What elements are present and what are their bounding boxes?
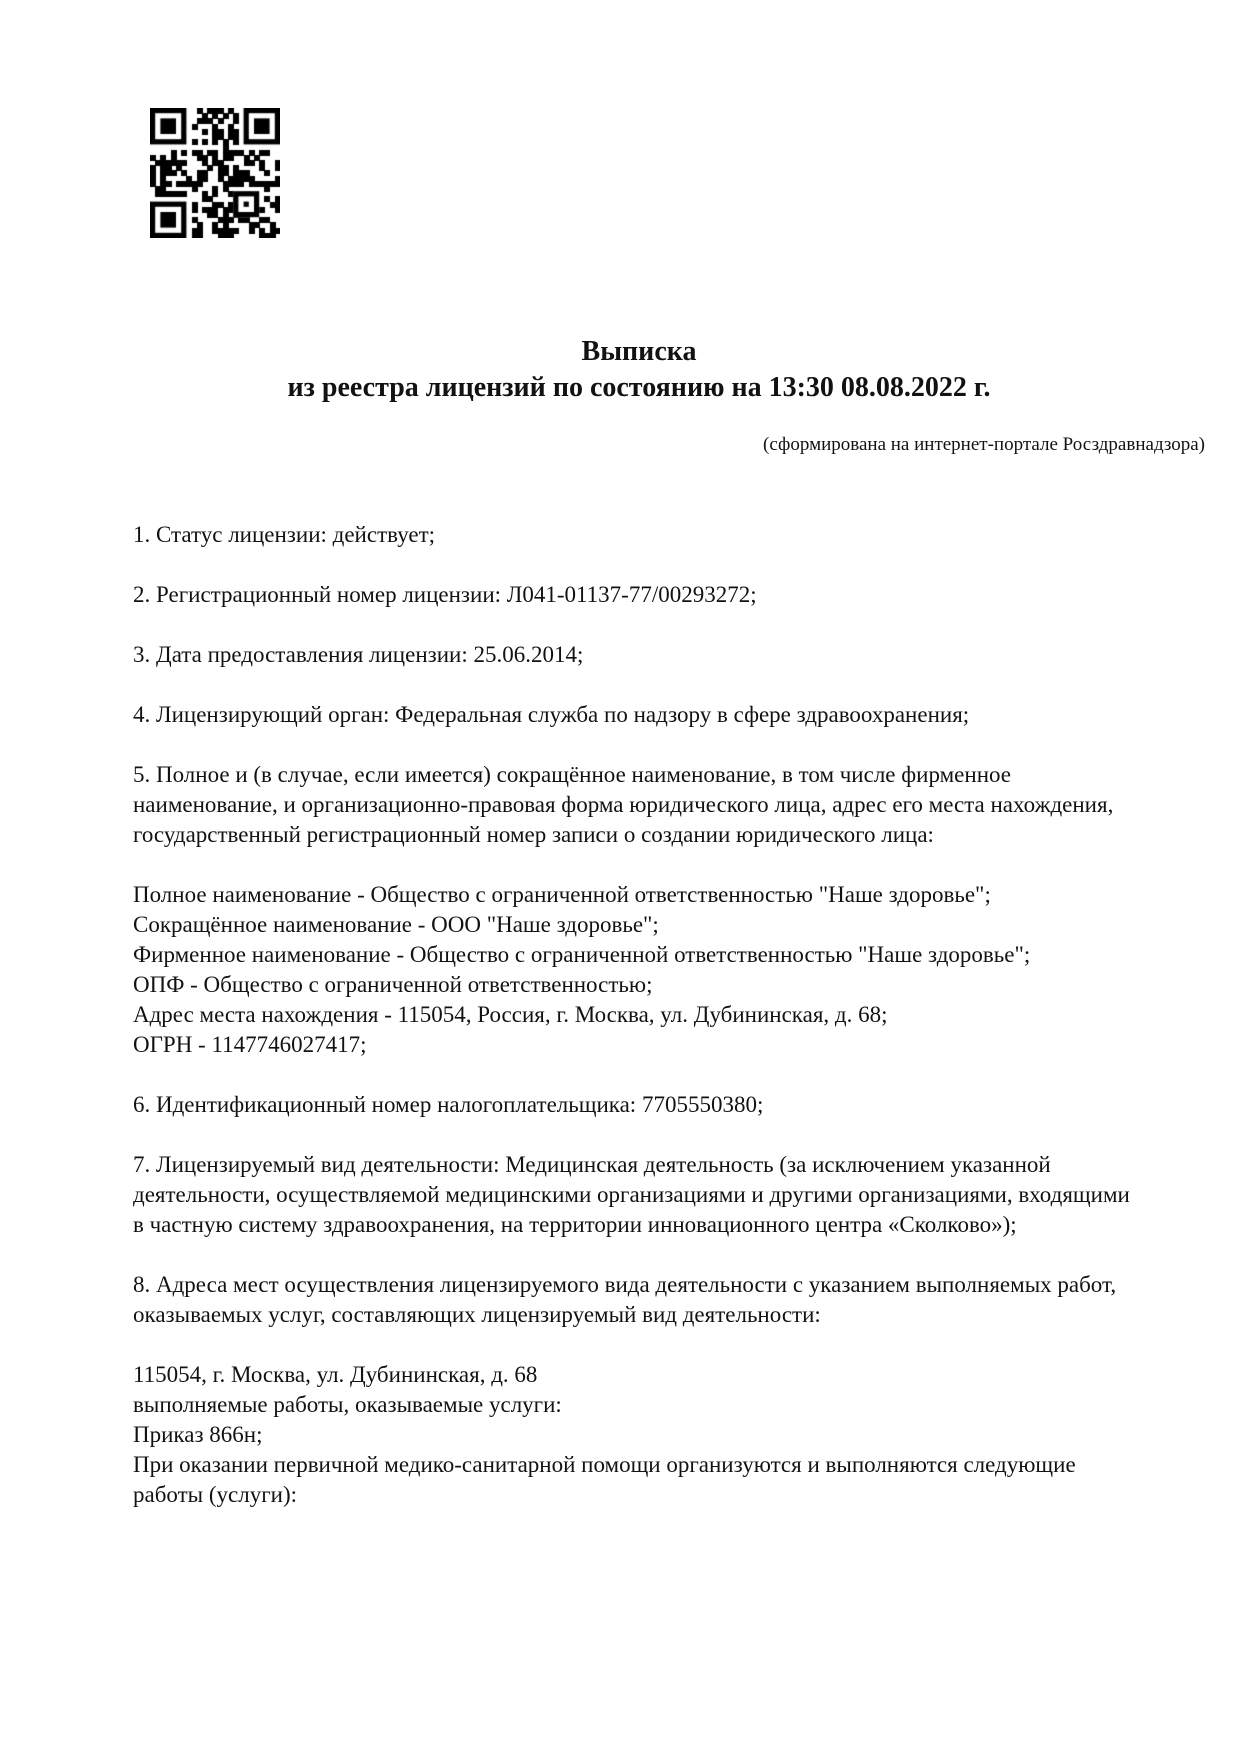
activity-address-block (133, 1360, 1145, 1510)
subtitle-note: (сформирована на интернет-портале Росздравнадзора) (763, 434, 1205, 455)
license-status-paragraph: 1. Статус лицензии: действует; (133, 522, 436, 547)
legal-address-line: Адрес места нахождения - 115054, Россия, г. Москва, ул. Дубининская, д. 68; (133, 1002, 888, 1027)
licensed-activity-paragraph: 7. Лицензируемый вид деятельности: Медицинская деятельность (за исключением указанной деятельности, осуществляемой медицинскими организациями и другими организациями, входящими в частную систему здравоохранения, на территории инновационного центра «Сколково»); (133, 1152, 1130, 1237)
legal-form-line: ОПФ - Общество с ограниченной ответственностью; (133, 972, 653, 997)
title-line-2: из реестра лицензий по состоянию на 13:30 08.08.2022 г. (287, 372, 991, 403)
activity-addresses-intro-paragraph: 8. Адреса мест осуществления лицензируемого вида деятельности с указанием выполняемых работ, оказываемых услуг, составляющих лицензируемый вид деятельности: (133, 1272, 1117, 1327)
primary-care-works-line: При оказании первичной медико-санитарной помощи организуются и выполняются следующие работы (услуги): (133, 1452, 1076, 1507)
licensing-authority-paragraph: 4. Лицензирующий орган: Федеральная служба по надзору в сфере здравоохранения; (133, 702, 970, 727)
registration-number-paragraph: 2. Регистрационный номер лицензии: Л041-01137-77/00293272; (133, 582, 757, 607)
taxpayer-id-paragraph: 6. Идентификационный номер налогоплательщика: 7705550380; (133, 1092, 764, 1117)
activity-address-line: 115054, г. Москва, ул. Дубининская, д. 68 (133, 1362, 538, 1387)
qr-code (150, 108, 280, 238)
short-name-line: Сокращённое наименование - ООО "Наше здоровье"; (133, 912, 659, 937)
document-title (133, 334, 1145, 406)
works-services-label-line: выполняемые работы, оказываемые услуги: (133, 1392, 562, 1417)
brand-name-line: Фирменное наименование - Общество с ограниченной ответственностью "Наше здоровье"; (133, 942, 1031, 967)
grant-date-paragraph: 3. Дата предоставления лицензии: 25.06.2014; (133, 642, 584, 667)
order-reference-line: Приказ 866н; (133, 1422, 263, 1447)
qr-code-image (150, 108, 280, 238)
full-name-line: Полное наименование - Общество с ограниченной ответственностью "Наше здоровье"; (133, 882, 991, 907)
organization-names-intro-paragraph: 5. Полное и (в случае, если имеется) сокращённое наименование, в том числе фирменное наименование, и организационно-правовая форма юридического лица, адрес его места нахождения, государственный регистрационный номер записи о создании юридического лица: (133, 762, 1114, 847)
ogrn-line: ОГРН - 1147746027417; (133, 1032, 367, 1057)
title-line-1: Выписка (581, 336, 697, 367)
organization-details-block (133, 880, 1145, 1060)
license-extract-body (133, 520, 1145, 1510)
